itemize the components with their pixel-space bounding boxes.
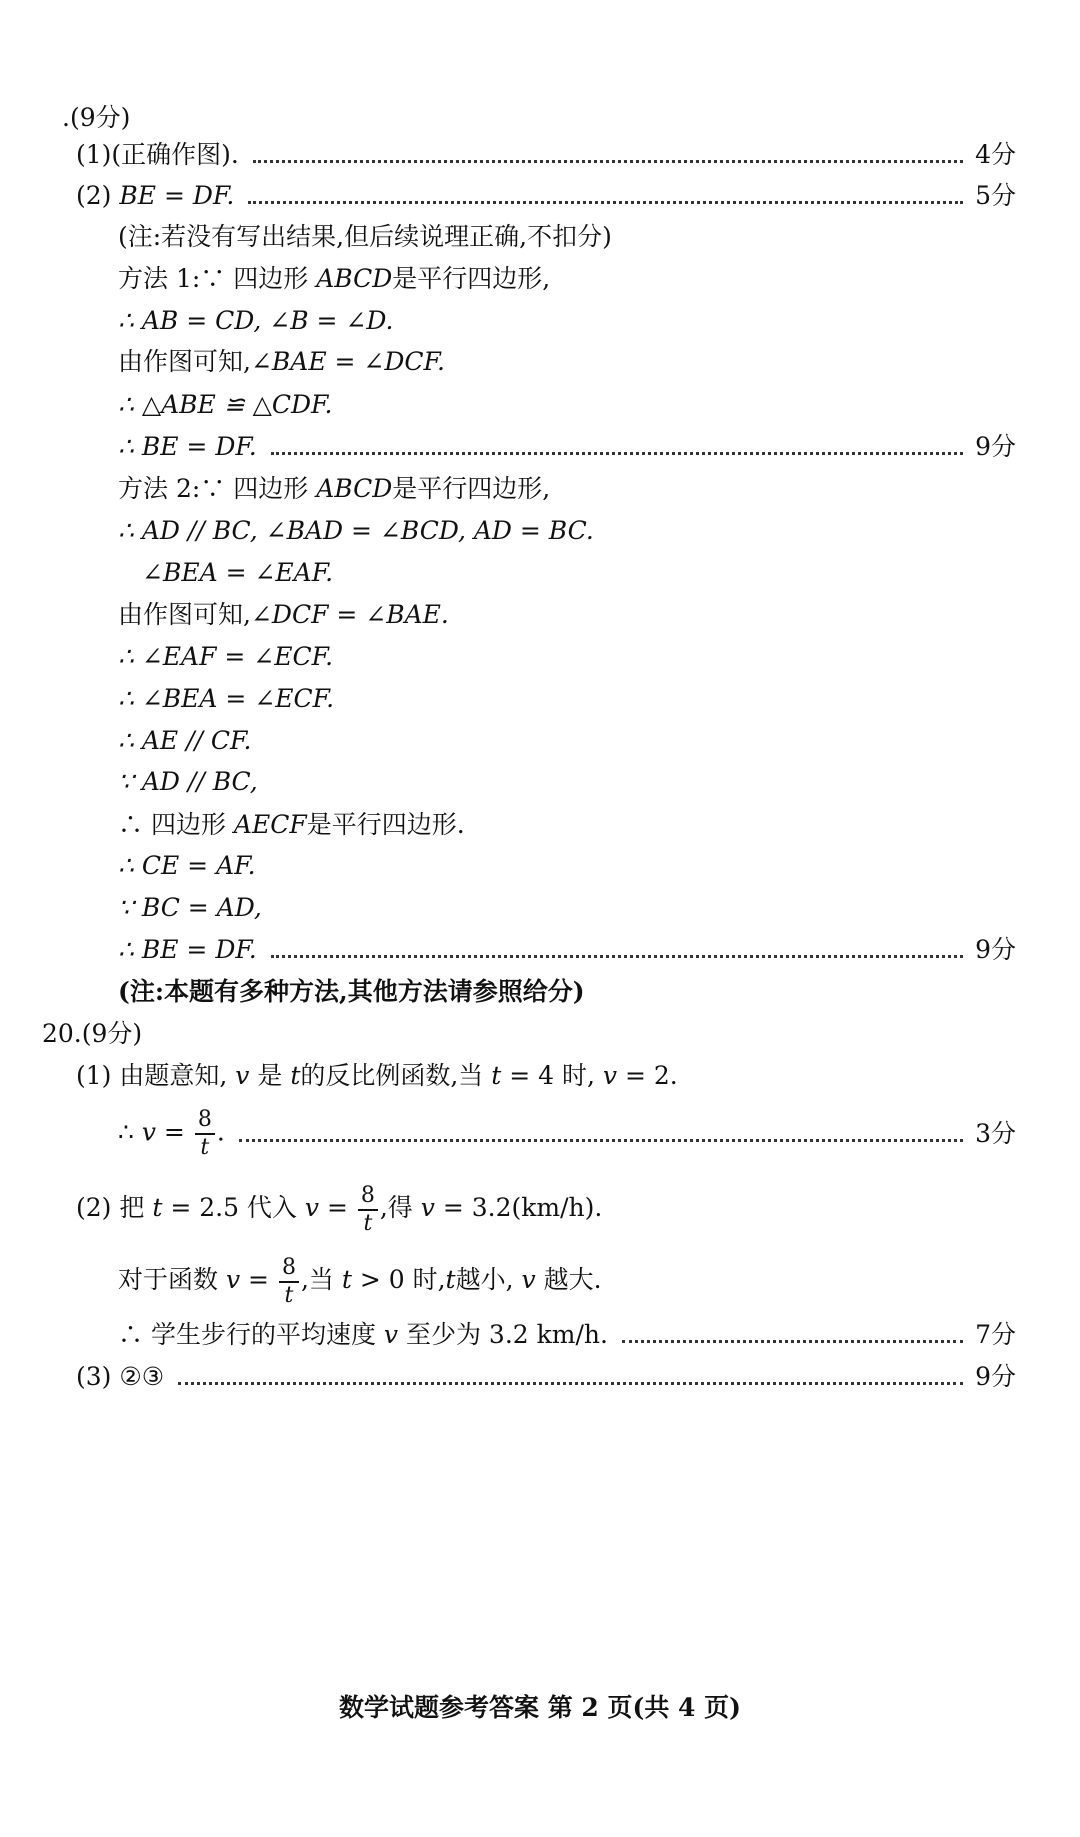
equals: = — [319, 1193, 356, 1222]
q20-part1-line2 — [118, 1107, 225, 1161]
text: = 3.2(km/h). — [442, 1193, 603, 1222]
q19-method1-line3 — [118, 342, 445, 382]
math-expr: ABCD — [316, 264, 393, 293]
q19-method2-line3: ∠BEA = ∠EAF. — [142, 558, 334, 587]
text: 是平行四边形, — [392, 474, 551, 503]
fraction-denominator: t — [363, 1210, 373, 1236]
fraction-numerator: 8 — [195, 1107, 215, 1135]
q19-method2-line9 — [118, 805, 465, 845]
q20-part3-row — [76, 1357, 1016, 1397]
text: 的反比例函数,当 — [300, 1061, 484, 1090]
q19-part1-score: 4分 — [975, 140, 1016, 169]
q19-part2-text — [76, 176, 234, 216]
q20-part3-text: (3) ②③ — [76, 1362, 165, 1391]
fraction-8-over-t — [358, 1183, 378, 1237]
q20-part2-line2 — [118, 1252, 602, 1308]
text: ∴ 学生步行的平均速度 — [118, 1320, 376, 1349]
text: 方法 1:∵ 四边形 — [118, 264, 309, 293]
q19-part2-row — [76, 176, 1016, 216]
q20-part1-line1 — [76, 1056, 678, 1096]
text: > 0 时, — [359, 1265, 446, 1294]
text: 是平行四边形, — [392, 264, 551, 293]
text: 由作图可知, — [118, 347, 251, 376]
q19-method1-score: 9分 — [975, 432, 1016, 461]
dot-leader — [271, 452, 963, 455]
q19-method2-line5: ∴ ∠EAF = ∠ECF. — [118, 642, 334, 671]
q19-method2-line12-row — [118, 930, 1016, 970]
therefore-symbol: ∴ — [118, 1117, 142, 1147]
q19-method2-line6: ∴ ∠BEA = ∠ECF. — [118, 684, 335, 713]
dot-leader — [271, 955, 963, 958]
q20-part1-line2-row — [118, 1106, 1016, 1162]
text: 由作图可知, — [118, 600, 251, 629]
text: ,得 — [379, 1193, 413, 1222]
var-t: t — [445, 1265, 456, 1294]
fraction-8-over-t — [279, 1255, 299, 1309]
dot-leader — [253, 160, 963, 163]
q19-note2: (注:本题有多种方法,其他方法请参照给分) — [118, 977, 585, 1006]
dot-leader — [248, 201, 963, 204]
q19-method2-line2: ∴ AD // BC, ∠BAD = ∠BCD, AD = BC. — [118, 516, 594, 545]
math-expr: BE = DF. — [119, 181, 235, 210]
var-v: v — [521, 1265, 536, 1294]
q20-part2-line1 — [76, 1180, 602, 1236]
q19-part1-row — [76, 135, 1016, 175]
equals: = — [240, 1265, 277, 1294]
text: = 2.5 代入 — [170, 1193, 297, 1222]
math-expr: AECF — [233, 810, 307, 839]
var-v: v — [141, 1117, 156, 1147]
var-t: t — [290, 1061, 301, 1090]
text: (1) 由题意知, — [76, 1061, 228, 1090]
var-t: t — [152, 1193, 163, 1222]
q19-part2-score: 5分 — [975, 181, 1016, 210]
text: 越大. — [543, 1265, 602, 1294]
q20-part2-line3 — [118, 1315, 608, 1355]
q19-method2-line4 — [118, 595, 449, 635]
dot-leader — [622, 1340, 963, 1343]
q20-part3-score: 9分 — [975, 1362, 1016, 1391]
part-label: (2) — [76, 181, 112, 210]
text: ,当 — [300, 1265, 334, 1294]
q19-method2-line12: ∴ BE = DF. — [118, 935, 257, 964]
math-expr: ∠DCF = ∠BAE. — [250, 600, 449, 629]
q19-method2-line7: ∴ AE // CF. — [118, 726, 252, 755]
q19-method2-line10: ∴ CE = AF. — [118, 851, 256, 880]
q19-method1-line4: ∴ △ABE ≌ △CDF. — [118, 390, 333, 419]
text: 越小, — [455, 1265, 514, 1294]
fraction-denominator: t — [284, 1282, 294, 1308]
q19-method2-line11: ∵ BC = AD, — [118, 893, 262, 922]
equals: = — [155, 1117, 193, 1147]
text: = 2. — [625, 1061, 678, 1090]
fraction-numerator: 8 — [358, 1183, 378, 1211]
q19-note1: (注:若没有写出结果,但后续说理正确,不扣分) — [118, 222, 612, 251]
q19-method2-score: 9分 — [975, 935, 1016, 964]
text: ∴ 四边形 — [118, 810, 226, 839]
math-expr: ∠BAE = ∠DCF. — [250, 347, 445, 376]
dot-leader — [178, 1382, 963, 1385]
var-t: t — [491, 1061, 502, 1090]
text: . — [216, 1117, 225, 1147]
q20-part2-line3-row — [118, 1315, 1016, 1355]
var-t: t — [341, 1265, 352, 1294]
q20-header: 20.(9分) — [42, 1019, 143, 1048]
q19-method2-line1 — [118, 469, 550, 509]
var-v: v — [420, 1193, 435, 1222]
text: (2) 把 — [76, 1193, 145, 1222]
q19-method1-line5-row — [118, 427, 1016, 467]
dot-leader — [239, 1139, 963, 1142]
q19-part1-text: (1)(正确作图). — [76, 140, 239, 169]
q19-method1-line1 — [118, 259, 550, 299]
var-v: v — [304, 1193, 320, 1222]
text: = 4 时, — [509, 1061, 595, 1090]
q20-part2-score: 7分 — [975, 1320, 1016, 1349]
var-v: v — [235, 1061, 250, 1090]
var-v: v — [225, 1265, 241, 1294]
q20-part1-score: 3分 — [975, 1119, 1016, 1148]
var-v: v — [383, 1320, 399, 1349]
text: 至少为 3.2 km/h. — [405, 1320, 608, 1349]
fraction-8-over-t — [195, 1107, 215, 1161]
text: 是 — [257, 1061, 283, 1090]
text: 方法 2:∵ 四边形 — [118, 474, 309, 503]
var-v: v — [602, 1061, 618, 1090]
q19-method2-line8: ∵ AD // BC, — [118, 767, 258, 796]
text: 是平行四边形. — [306, 810, 465, 839]
q19-header: .(9分) — [62, 103, 131, 132]
fraction-denominator: t — [200, 1135, 210, 1160]
text: 对于函数 — [118, 1265, 219, 1294]
fraction-numerator: 8 — [279, 1255, 299, 1283]
q19-method1-line2: ∴ AB = CD, ∠B = ∠D. — [118, 306, 394, 335]
math-expr: ABCD — [316, 474, 393, 503]
q19-method1-line5: ∴ BE = DF. — [118, 432, 257, 461]
page-footer: 数学试题参考答案 第 2 页(共 4 页) — [339, 1693, 741, 1722]
